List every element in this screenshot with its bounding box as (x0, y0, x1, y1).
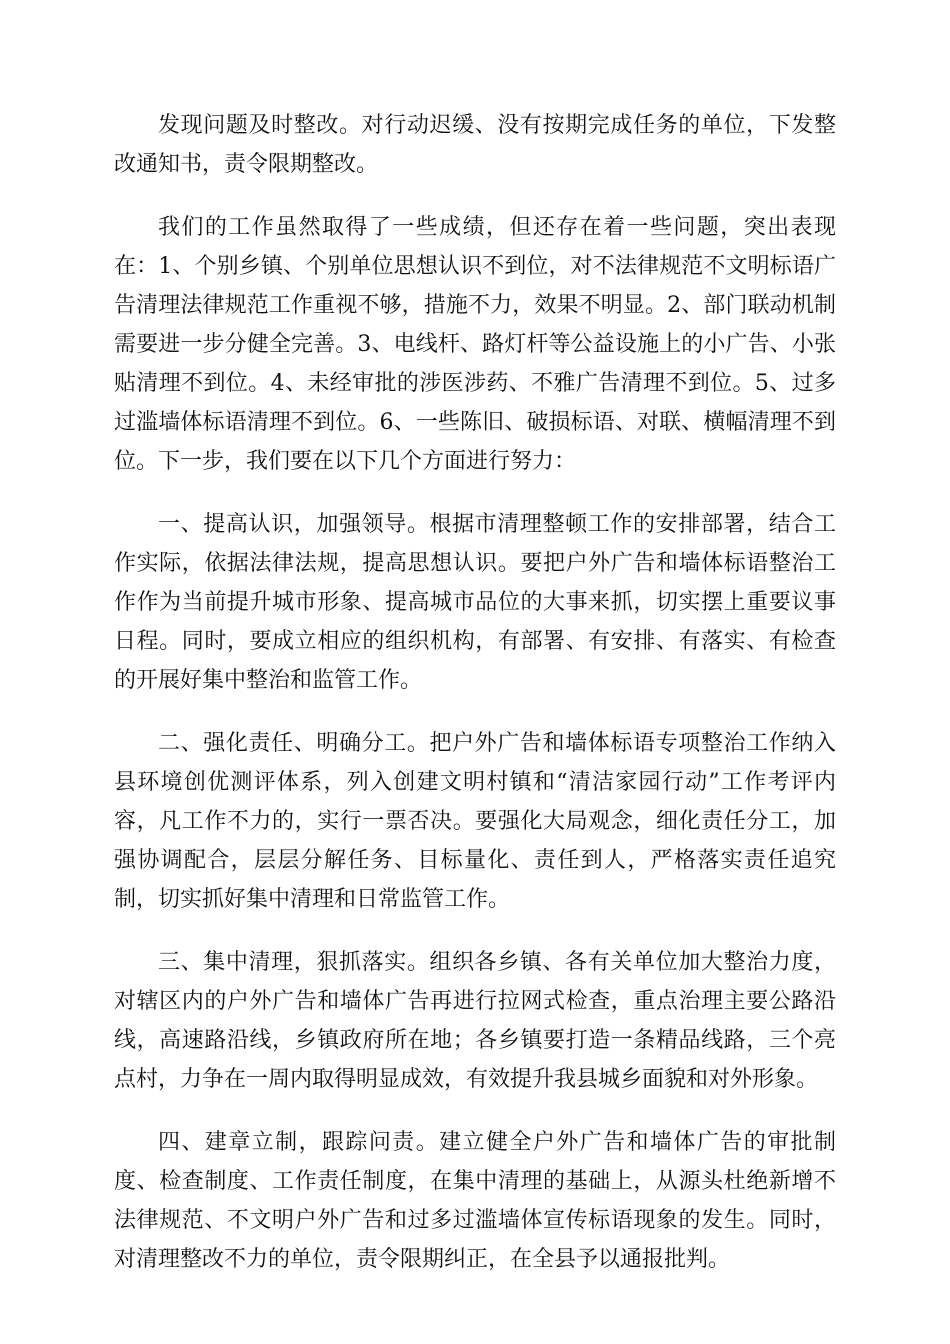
paragraph-point-two: 二、强化责任、明确分工。把户外广告和墙体标语专项整治工作纳入县环境创优测评体系，列入创建文明村镇和“清洁家园行动”工作考评内容，凡工作不力的，实行一票否决。要强化大局观念，细化责任分工，加强协调配合，层层分解任务、目标量化、责任到人，严格落实责任追究制，切实抓好集中清理和日常监管工作。 (114, 731, 836, 912)
paragraph-rectification: 发现问题及时整改。对行动迟缓、没有按期完成任务的单位，下发整改通知书，责令限期整改。 (114, 113, 836, 177)
paragraph-problems: 我们的工作虽然取得了一些成绩，但还存在着一些问题，突出表现在：1、个别乡镇、个别单位思想认识不到位，对不法律规范不文明标语广告清理法律规范工作重视不够，措施不力，效果不明显。2、部门联动机制需要进一步分健全完善。3、电线杆、路灯杆等公益设施上的小广告、小张贴清理不到位。4、未经审批的涉医涉药、不雅广告清理不到位。5、过多过滥墙体标语清理不到位。6、一些陈旧、破损标语、对联、横幅清理不到位。下一步，我们要在以下几个方面进行努力： (114, 215, 836, 474)
document-body (114, 106, 836, 1303)
paragraph-point-three: 三、集中清理，狠抓落实。组织各乡镇、各有关单位加大整治力度，对辖区内的户外广告和墙体广告再进行拉网式检查，重点治理主要公路沿线，高速路沿线，乡镇政府所在地；各乡镇要打造一条精品线路，三个亮点村，力争在一周内取得明显成效，有效提升我县城乡面貌和对外形象。 (114, 950, 836, 1092)
paragraph-point-one: 一、提高认识，加强领导。根据市清理整顿工作的安排部署，结合工作实际，依据法律法规，提高思想认识。要把户外广告和墙体标语整治工作作为当前提升城市形象、提高城市品位的大事来抓，切实摆上重要议事日程。同时，要成立相应的组织机构，有部署、有安排、有落实、有检查的开展好集中整治和监管工作。 (114, 512, 836, 693)
paragraph-point-four: 四、建章立制，跟踪问责。建立健全户外广告和墙体广告的审批制度、检查制度、工作责任制度，在集中清理的基础上，从源头杜绝新增不法律规范、不文明户外广告和过多过滥墙体宣传标语现象的发生。同时，对清理整改不力的单位，责令限期纠正，在全县予以通报批判。 (114, 1130, 836, 1272)
